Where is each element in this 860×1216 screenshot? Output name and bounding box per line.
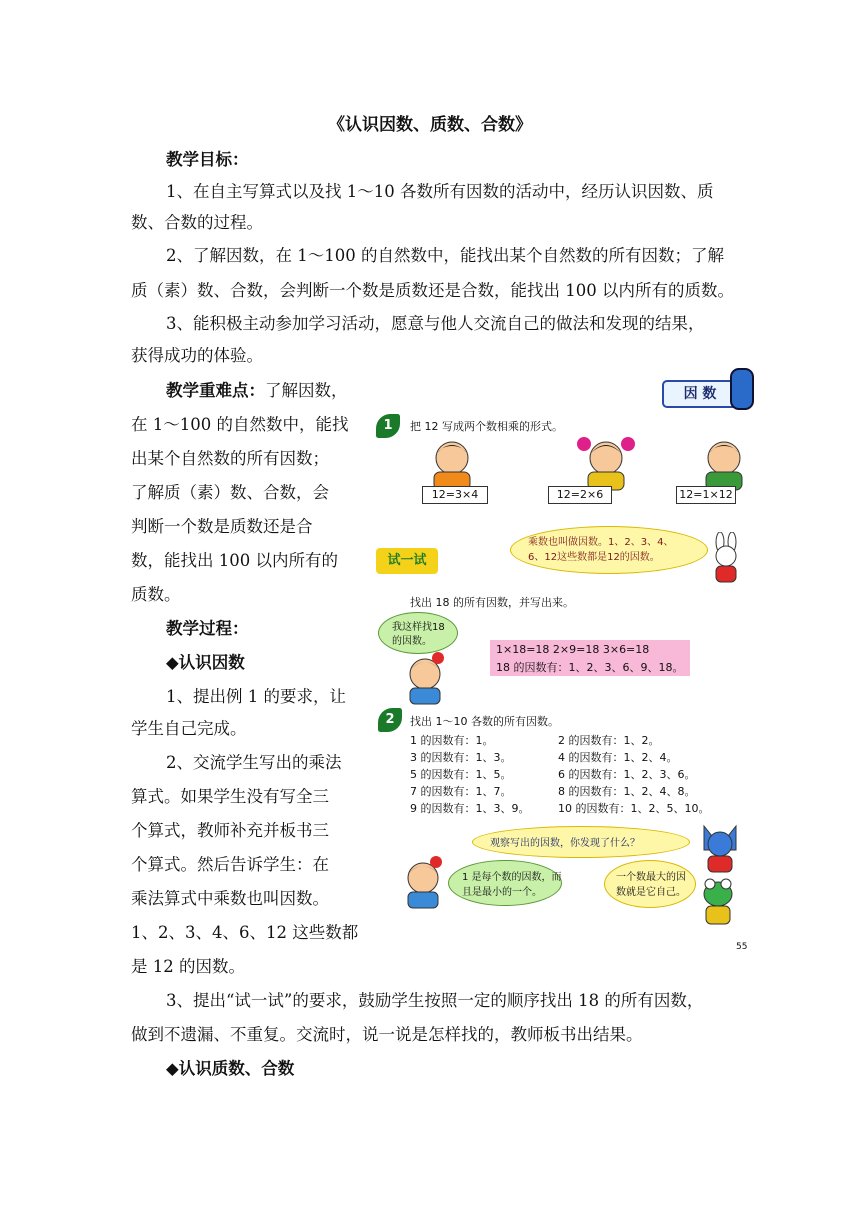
speech-bubble-3-text: 观察写出的因数，你发现了什么？ [490,838,640,849]
goal-2-line-2: 质（素）数、合数，会判断一个数是质数还是合数，能找出 100 以内所有的质数。 [131,281,734,300]
step-2-line-7: 是 12 的因数。 [131,957,245,976]
girl-avatar-3 [398,854,448,912]
speech-bubble-2-line-2: 的因数。 [392,636,432,647]
rabbit-icon [706,532,746,586]
goal-3-line-1: 3、能积极主动参加学习活动，愿意与他人交流自己的做法和发现的结果， [166,314,705,333]
boy-avatar-2 [694,436,754,492]
magnifier-icon [730,368,754,410]
textbook-figure [372,360,758,960]
factor-line-1-right: 2 的因数有：1、2。 [558,734,660,747]
factor-line-1-left: 1 的因数有：1。 [410,734,494,747]
equation-box-1: 12=3×4 [422,486,488,504]
key-points-line-7: 质数。 [131,585,181,604]
speech-bubble-1-line-2: 6、12这些数都是12的因数。 [528,552,660,563]
key-points-text: 了解因数， [265,381,348,400]
section-factors-heading: ◆认识因数 [166,653,245,672]
step-2-line-4: 个算式。然后告诉学生：在 [131,855,329,874]
goals-heading: 教学目标： [166,150,249,169]
speech-bubble-4-line-1: 1 是每个数的因数，而 [462,872,562,883]
speech-bubble-5-line-1: 一个数最大的因 [616,872,686,883]
process-heading: 教学过程： [166,619,249,638]
factor-line-2-left: 3 的因数有：1、3。 [410,751,512,764]
speech-bubble-1-line-1: 乘数也叫做因数。1、2、3、4、 [528,537,674,548]
key-points-line-5: 判断一个数是质数还是合 [131,517,313,536]
textbook-page-number: 55 [736,942,748,952]
goal-1-line-1: 1、在自主写算式以及找 1～10 各数所有因数的活动中，经历认识因数、质 [166,182,714,201]
goal-1-line-2: 数、合数的过程。 [131,213,263,232]
section-prime-composite-heading: ◆认识质数、合数 [166,1059,295,1078]
speech-bubble-2-line-1: 我这样找18 [392,622,445,633]
girl-avatar-1 [574,432,638,492]
topic-badge: 因 数 [662,380,738,408]
key-points-line-1 [166,380,348,402]
example-2-leaf-icon: 2 [378,708,402,732]
step-1-line-1: 1、提出例 1 的要求，让 [166,687,346,706]
key-points-line-3: 出某个自然数的所有因数； [131,449,329,468]
key-points-line-6: 数，能找出 100 以内所有的 [131,551,338,570]
key-points-line-4: 了解质（素）数、合数，会 [131,483,329,502]
speech-bubble-4-line-2: 且是最小的一个。 [462,887,542,898]
factor-line-4-right: 8 的因数有：1、2、4、8。 [558,785,696,798]
step-2-line-2: 算式。如果学生没有写全三 [131,787,329,806]
factor-line-3-right: 6 的因数有：1、2、3、6。 [558,768,696,781]
factor-line-5-left: 9 的因数有：1、3、9。 [410,802,530,815]
equation-box-2: 12=2×6 [548,486,612,504]
highlight-box-line-2: 18 的因数有：1、2、3、6、9、18。 [496,661,684,674]
step-2-line-6: 1、2、3、4、6、12 这些数都 [131,923,359,942]
girl-avatar-2 [400,650,450,706]
factor-line-5-right: 10 的因数有：1、2、5、10。 [558,802,710,815]
step-3-line-1: 3、提出“试一试”的要求，鼓励学生按照一定的顺序找出 18 的所有因数， [166,991,704,1010]
step-2-line-5: 乘法算式中乘数也叫因数。 [131,889,329,908]
key-points-heading: 教学重难点： [166,381,265,400]
frog-icon [694,874,742,934]
speech-bubble-5-line-2: 数就是它自己。 [616,887,686,898]
boy-avatar-1 [422,436,482,492]
key-points-line-2: 在 1～100 的自然数中，能找 [131,415,349,434]
factor-line-2-right: 4 的因数有：1、2、4。 [558,751,678,764]
step-2-line-3: 个算式，教师补充并板书三 [131,821,329,840]
step-3-line-2: 做到不遗漏、不重复。交流时，说一说是怎样找的，教师板书出结果。 [131,1025,643,1044]
equation-box-3: 12=1×12 [676,486,736,504]
step-1-line-2: 学生自己完成。 [131,719,247,738]
try-it-label: 试一试 [376,548,438,574]
step-2-line-1: 2、交流学生写出的乘法 [166,753,342,772]
page-title: 《认识因数、质数、合数》 [328,115,532,135]
goal-2-line-1: 2、了解因数，在 1～100 的自然数中，能找出某个自然数的所有因数；了解 [166,246,724,265]
goal-3-line-2: 获得成功的体验。 [131,346,263,365]
cat-icon [696,820,744,876]
example-1-leaf-icon: 1 [376,414,400,438]
factor-line-4-left: 7 的因数有：1、7。 [410,785,512,798]
example-2-text: 找出 1～10 各数的所有因数。 [410,715,559,728]
highlight-box-line-1: 1×18=18 2×9=18 3×6=18 [496,643,650,656]
factor-line-3-left: 5 的因数有：1、5。 [410,768,512,781]
try-it-text: 找出 18 的所有因数，并写出来。 [410,596,574,609]
example-1-text: 把 12 写成两个数相乘的形式。 [410,420,563,433]
